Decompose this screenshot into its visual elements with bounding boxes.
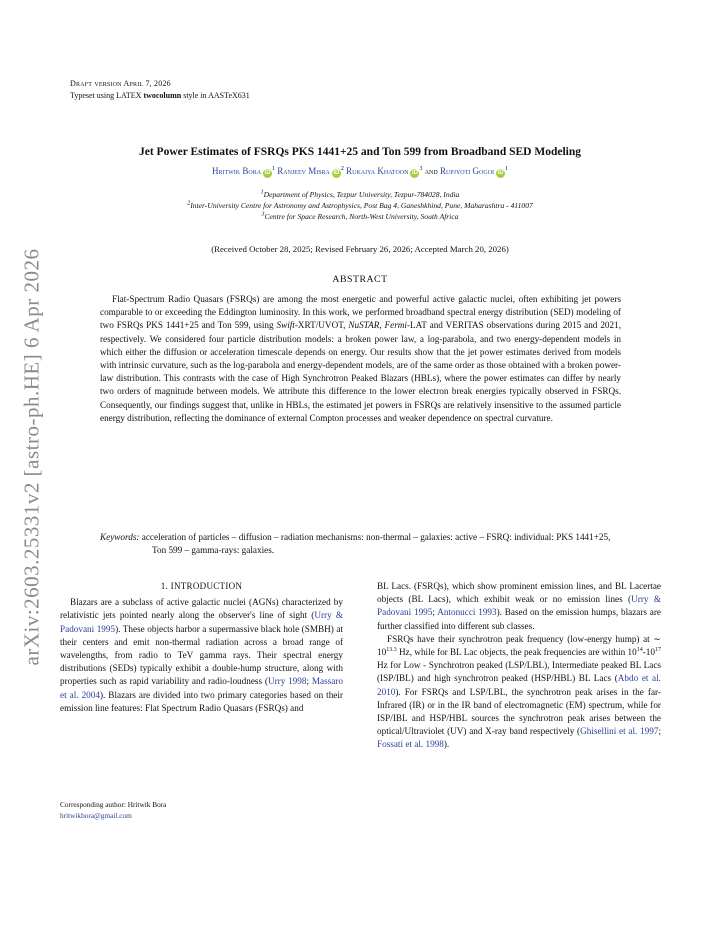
citation-link[interactable]: Massaro et al. 2004 [60,676,343,700]
paragraph [377,633,661,752]
received-dates: (Received October 28, 2025; Revised February 26, 2026; Accepted March 20, 2026) [211,244,509,254]
abstract-heading: ABSTRACT [332,274,388,285]
paragraph-text: ). These objects harbor a supermassive black hole (SMBH) at their centers and emit non-thermal radiation across a broad range of wavelengths, from radio to TeV gamma rays. Their spectral energy distributions (SEDs) typically exhibit a double-hump structure, along with properties such as rapid variability and radio-loudness ( [60,623,343,687]
citation-link[interactable]: Abdo et al. 2010 [377,673,661,697]
author-affil-sup: 2 [340,166,344,172]
citation-link[interactable]: Urry 1998 [267,676,307,687]
affiliation [60,211,660,222]
author-affil-sup: 3 [419,166,423,172]
citation-link[interactable]: Urry & Padovani 1995 [60,610,343,634]
keywords-label: Keywords: [100,532,140,542]
exponent: 14 [636,646,643,653]
paragraph-text: ). Based on the emission humps, blazars are further classified into different sub classes. [377,607,662,631]
paragraph [377,580,661,633]
orcid-icon[interactable]: iD [411,170,418,176]
paper-title: Jet Power Estimates of FSRQs PKS 1441+25 and Ton 599 from Broadband SED Modeling [138,146,581,158]
affiliation-text: Centre for Space Research, North-West University, South Africa [264,212,459,221]
latex-logo: LATEX [116,91,142,100]
arxiv-sidebar [12,232,52,682]
affiliation-sup: 2 [187,200,191,207]
left-column [60,580,343,715]
keywords [100,531,621,557]
orcid-icon[interactable]: iD [264,170,271,176]
citation-link[interactable]: Urry & Padovani 1995 [377,594,661,618]
affiliation-text: Inter-University Centre for Astronomy and Astrophysics, Post Bag 4, Ganeshkhind, Pune, Maharashtra - 411007 [190,201,533,210]
author-list [60,166,660,178]
corresponding-author: Corresponding author: Hritwik Bora [60,800,167,809]
author-name[interactable]: Rupjyoti Gogoi [439,166,495,176]
affiliation-text: Department of Physics, Tezpur University, Tezpur-784028, India [263,190,460,199]
paragraph [60,596,343,715]
abstract-mission-name: Swift [276,320,295,331]
author-email-link[interactable]: hritwikbora@gmail.com [60,811,132,820]
abstract-text: , [379,320,385,331]
affiliation-sup: 3 [261,211,265,218]
abstract-body [100,293,621,425]
orcid-icon[interactable]: iD [497,170,504,176]
paragraph-text: FSRQs have their synchrotron peak frequency (low-energy hump) at ∼ 10 [377,633,661,658]
affiliation [60,200,660,211]
paragraph-text: ). [443,739,450,750]
paragraph-text: ; [432,607,438,618]
typeset-prefix: Typeset using [70,91,117,100]
and-word: and [424,166,438,176]
exponent: 13.3 [386,646,397,653]
paragraph-text: -10 [642,647,655,658]
arxiv-id-stamp: arXiv:2603.25331v2 [astro-ph.HE] 6 Apr 2026 [19,248,44,666]
section-heading: 1. INTRODUCTION [160,581,243,591]
author-affil-sup: 1 [272,166,276,172]
keywords-text: acceleration of particles – diffusion – radiation mechanisms: non-thermal – galaxies: active – FSRQ: individual: PKS 1441+25, Ton 599 – gamma-rays: galaxies. [141,532,611,556]
draft-header [70,78,250,102]
abstract-mission-name: NuSTAR [348,320,380,331]
abstract-text: -XRT/UVOT, [294,320,349,331]
citation-link[interactable]: Antonucci 1993 [437,607,497,618]
paragraph-text: ; [306,676,312,687]
abstract-text: Flat-Spectrum Radio Quasars (FSRQs) are among the most energetic and powerful active galactic nuclei, often exhibiting jet powers comparable to or exceeding the Eddington luminosity. In this work, we performed broadband spectral energy distribution (SED) modeling of two FSRQs PKS 1441+25 and Ton 599, using [100,294,621,331]
paragraph-text: ). For FSRQs and LSP/LBL, the synchrotron peak arises in the far-Infrared (IR) or in the IR band of electromagnetic (EM) spectrum, while for ISP/IBL and HSP/HBL sources the synchrotron peak arises between the optical/Ultraviolet (UV) and X-ray band respectively ( [377,686,661,737]
author-name[interactable]: Ranjeev Misra [277,166,330,176]
abstract-text: -LAT and VERITAS observations during 2015 and 2021, respectively. We considered four particle distribution models: a broken power law, a log-parabola, and two energy-dependent models in which either the diffusion or acceleration timescale depends on energy. Our results show that the jet power estimates derived from models with intrinsic curvature, such as the log-parabola and energy-dependent models, are of the same order as those obtained with a broken power-law distribution. This contrasts with the case of High Synchrotron Peaked Blazars (HBLs), where the power estimates can differ by nearly two orders of magnitude between models. We attribute this difference to the lower electron break energies typically observed in FSRQs. Consequently, our findings suggest that, unlike in HBLs, the estimated jet powers in FSRQs are relatively insensitive to the assumed particle energy distribution, reflecting the dominance of external Compton processes and weaker dependence on spectral curvature. [100,320,621,423]
typeset-line [70,90,250,102]
exponent: 17 [655,646,661,653]
author-name[interactable]: Hritwik Bora [211,166,262,176]
paragraph-text: Hz for Low - Synchrotron peaked (LSP/LBL), Intermediate peaked BL Lacs (ISP/IBL) and high synchrotron peaked (HSP/HBL) BL Lacs ( [377,660,661,684]
author-affil-sup: 1 [505,166,509,172]
author-name[interactable]: Rukaiya Khatoon [346,166,409,176]
typeset-suffix: style in AASTeX631 [181,91,250,100]
paragraph-text: Blazars are a subclass of active galactic nuclei (AGNs) characterized by relativistic jets pointed nearly along the observer's line of sight ( [60,597,343,621]
affiliation [60,189,660,200]
abstract-mission-name: Fermi [384,320,407,331]
orcid-icon[interactable]: iD [333,170,340,176]
affiliation-sup: 1 [260,189,264,196]
footnote [60,799,166,821]
draft-version-line: Draft version April 7, 2026 [70,79,171,88]
typeset-bold: twocolumn [143,91,182,100]
right-column [377,580,661,752]
paragraph-text: ; [658,726,661,737]
citation-link[interactable]: Ghisellini et al. 1997 [580,726,659,737]
affiliation-list [60,189,660,222]
paragraph-text: ). Blazars are divided into two primary categories based on their emission line features: Flat Spectrum Radio Quasars (FSRQs) and [60,689,343,713]
paragraph-text: BL Lacs. (FSRQs), which show prominent emission lines, and BL Lacertae objects (BL Lacs), which exhibit weak or no emission lines ( [377,581,661,605]
citation-link[interactable]: Fossati et al. 1998 [377,739,444,750]
paragraph-text: Hz, while for BL Lac objects, the peak frequencies are within 10 [396,647,637,658]
